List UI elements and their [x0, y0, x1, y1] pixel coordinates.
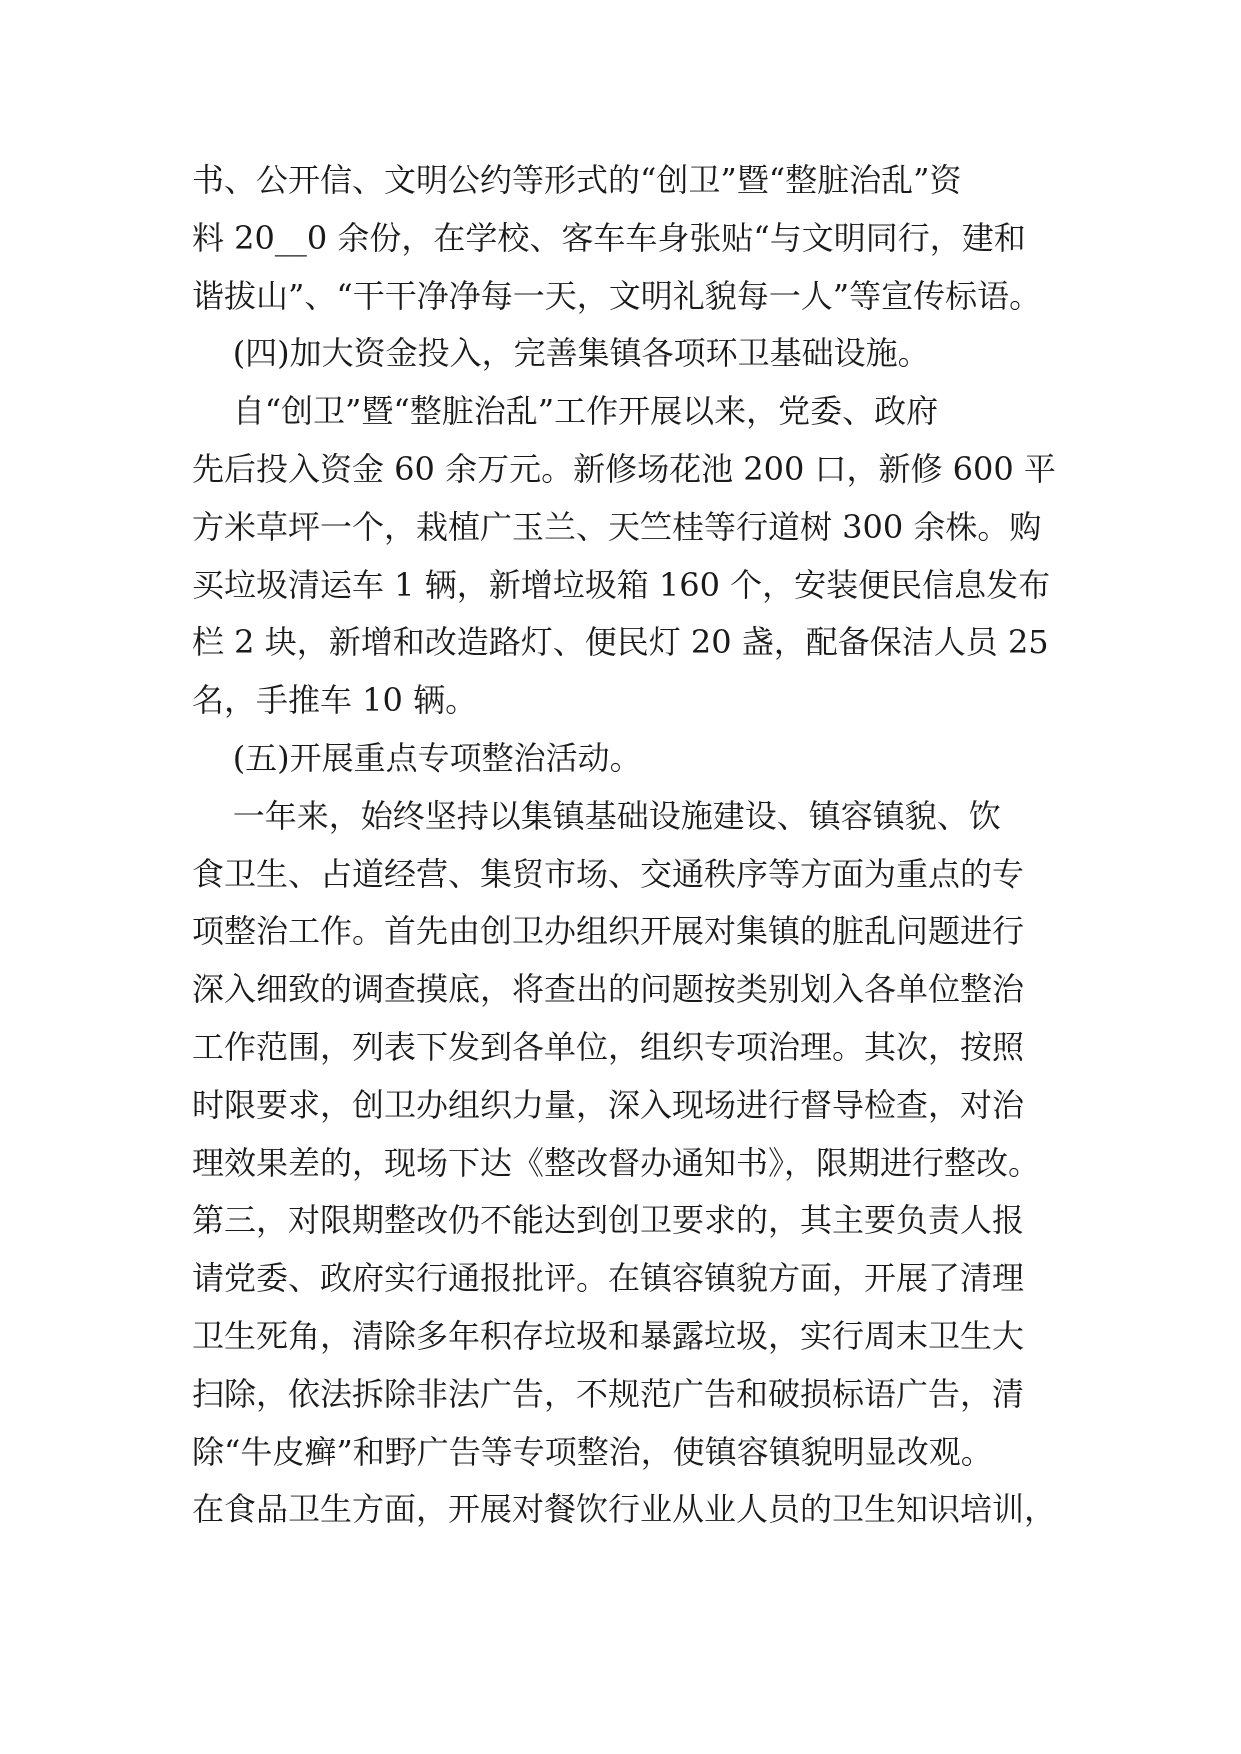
- text-line: 栏 2 块，新增和改造路灯、便民灯 20 盏，配备保洁人员 25: [192, 623, 1049, 662]
- document-body: [192, 152, 1057, 1539]
- text-line: 扫除，依法拆除非法广告，不规范广告和破损标语广告，清: [192, 1374, 1025, 1413]
- text-line: 料 20__0 余份，在学校、客车车身张贴“与文明同行，建和: [192, 218, 1026, 257]
- text-line: 自“创卫”暨“整脏治乱”工作开展以来，党委、政府: [192, 392, 939, 431]
- text-line: 时限要求，创卫办组织力量，深入现场进行督导检查，对治: [192, 1085, 1025, 1124]
- text-line: 深入细致的调查摸底，将查出的问题按类别划入各单位整治: [192, 970, 1025, 1009]
- text-line: 在食品卫生方面，开展对餐饮行业从业人员的卫生知识培训，: [192, 1490, 1057, 1529]
- text-line: 理效果差的，现场下达《整改督办通知书》，限期进行整改。: [192, 1143, 1041, 1182]
- text-line: 名，手推车 10 辆。: [192, 681, 478, 720]
- text-line: 除“牛皮癣”和野广告等专项整治，使镇容镇貌明显改观。: [192, 1432, 993, 1471]
- text-line: 项整治工作。首先由创卫办组织开展对集镇的脏乱问题进行: [192, 912, 1025, 951]
- text-line: 第三，对限期整改仍不能达到创卫要求的，其主要负责人报: [192, 1201, 1025, 1240]
- text-line: 工作范围，列表下发到各单位，组织专项治理。其次，按照: [192, 1027, 1025, 1066]
- text-line: 方米草坪一个，栽植广玉兰、天竺桂等行道树 300 余株。购: [192, 507, 1042, 546]
- text-line: 谐拔山”、“干干净净每一天，文明礼貌每一人”等宣传标语。: [192, 276, 1042, 315]
- text-line: 买垃圾清运车 1 辆，新增垃圾箱 160 个，安装便民信息发布: [192, 565, 1051, 604]
- text-line: 先后投入资金 60 余万元。新修场花池 200 口，新修 600 平: [192, 449, 1056, 488]
- section-heading: (五)开展重点专项整治活动。: [192, 738, 642, 777]
- text-line: 请党委、政府实行通报批评。在镇容镇貌方面，开展了清理: [192, 1259, 1025, 1298]
- text-line: 卫生死角，清除多年积存垃圾和暴露垃圾，实行周末卫生大: [192, 1316, 1025, 1355]
- text-line: 书、公开信、文明公约等形式的“创卫”暨“整脏治乱”资: [192, 161, 962, 199]
- section-heading: (四)加大资金投入，完善集镇各项环卫基础设施。: [192, 334, 930, 373]
- text-line: 一年来，始终坚持以集镇基础设施建设、镇容镇貌、饮: [192, 796, 1001, 835]
- text-line: 食卫生、占道经营、集贸市场、交通秩序等方面为重点的专: [192, 854, 1025, 893]
